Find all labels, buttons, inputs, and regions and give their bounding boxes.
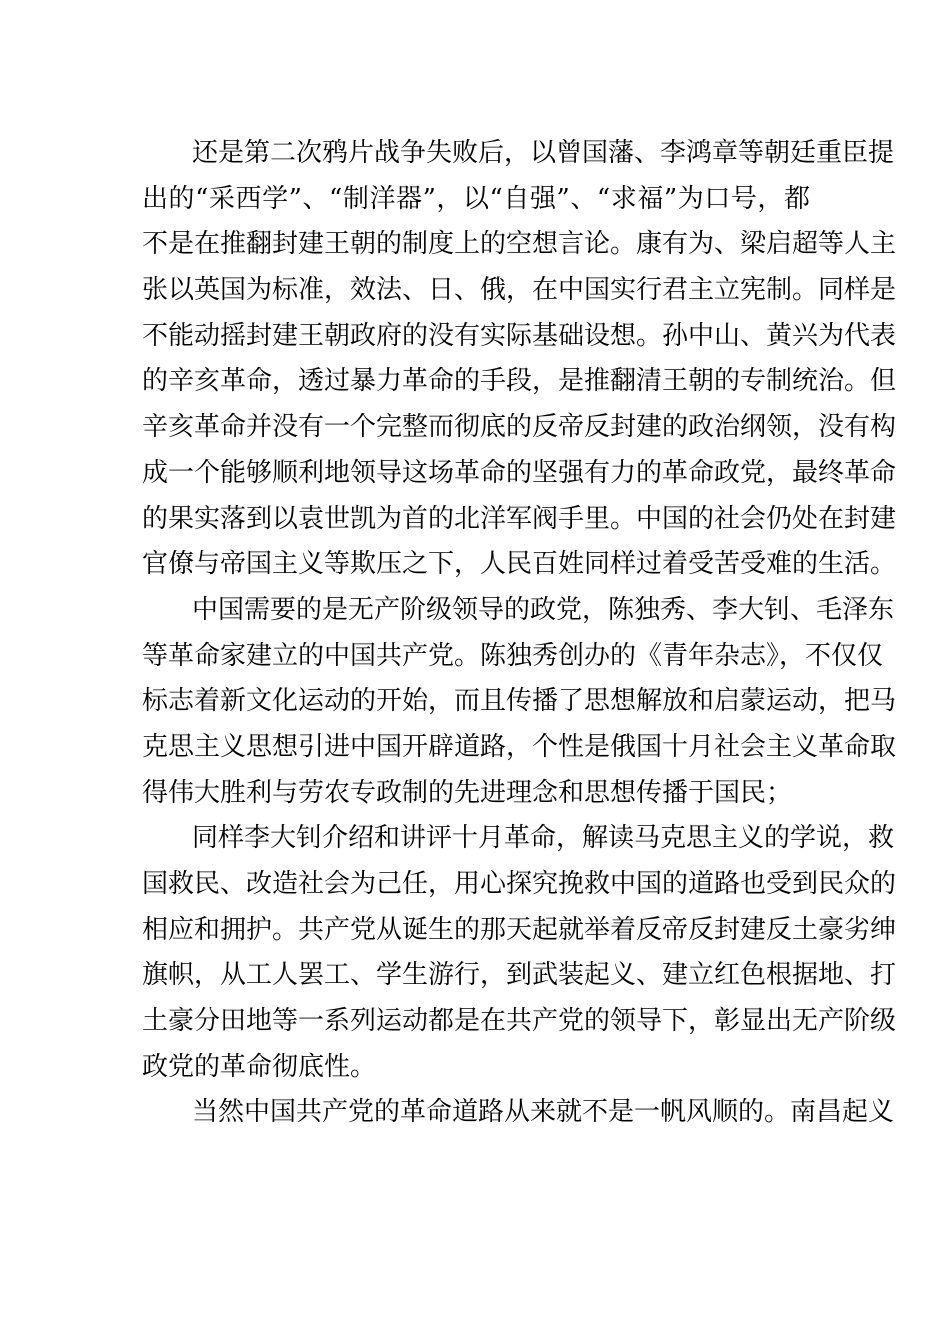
paragraph-4-line-1: 当然中国共产党的革命道路从来就不是一帆风顺的。南昌起义: [192, 1097, 895, 1128]
paragraph-1-line-3: 不是在推翻封建王朝的制度上的空想言论。康有为、梁启超等人主: [142, 229, 897, 260]
paragraph-1-line-1: 还是第二次鸦片战争失败后，以曾国藩、李鸿章等朝廷重臣提: [192, 138, 895, 168]
paragraph-3-line-5: 土豪分田地等一系列运动都是在共产党的领导下，彰显出无产阶级: [142, 1006, 897, 1037]
paragraph-1-line-10: 官僚与帝国主义等欺压之下，人民百姓同样过着受苦受难的生活。: [142, 549, 897, 580]
paragraph-2-line-3: 标志着新文化运动的开始，而且传播了思想解放和启蒙运动，把马: [142, 686, 897, 717]
paragraph-3-line-4: 旗帜，从工人罢工、学生游行，到武装起义、建立红色根据地、打: [142, 960, 897, 991]
paragraph-2-line-1: 中国需要的是无产阶级领导的政党，陈独秀、李大钊、毛泽东: [192, 594, 895, 625]
paragraph-2-line-2: 等革命家建立的中国共产党。陈独秀创办的《青年杂志》，不仅仅: [142, 640, 884, 671]
paragraph-3-line-2: 国救民、改造社会为己任，用心探究挽救中国的道路也受到民众的: [142, 869, 897, 899]
paragraph-1-line-6: 的辛亥革命，透过暴力革命的手段，是推翻清王朝的专制统治。但: [142, 366, 897, 397]
paragraph-1-line-5: 不能动摇封建王朝政府的没有实际基础设想。孙中山、黄兴为代表: [142, 320, 897, 351]
paragraph-3-line-1: 同样李大钊介绍和讲评十月革命，解读马克思主义的学说，救: [192, 823, 895, 854]
paragraph-1-line-8: 成一个能够顺利地领导这场革命的坚强有力的革命政党，最终革命: [142, 457, 897, 488]
paragraph-1-line-7: 辛亥革命并没有一个完整而彻底的反帝反封建的政治纲领，没有构: [142, 412, 897, 443]
paragraph-1-line-2: 出的“采西学”、“制洋器”，以“自强”、“求福”为口号，都: [142, 183, 810, 214]
paragraph-1-line-9: 的果实落到以袁世凯为首的北洋军阀手里。中国的社会仍处在封建: [142, 503, 897, 534]
paragraph-3-line-6: 政党的革命彻底性。: [142, 1051, 377, 1082]
paragraph-1-line-4: 张以英国为标准，效法、日、俄，在中国实行君主立宪制。同样是: [142, 275, 897, 306]
paragraph-2-line-5: 得伟大胜利与劳农专政制的先进理念和思想传播于国民；: [142, 777, 793, 808]
body-text: [142, 131, 897, 1136]
paragraph-2-line-4: 克思主义思想引进中国开辟道路，个性是俄国十月社会主义革命取: [142, 731, 897, 762]
paragraph-3-line-3: 相应和拥护。共产党从诞生的那天起就举着反帝反封建反土豪劣绅: [142, 914, 897, 945]
